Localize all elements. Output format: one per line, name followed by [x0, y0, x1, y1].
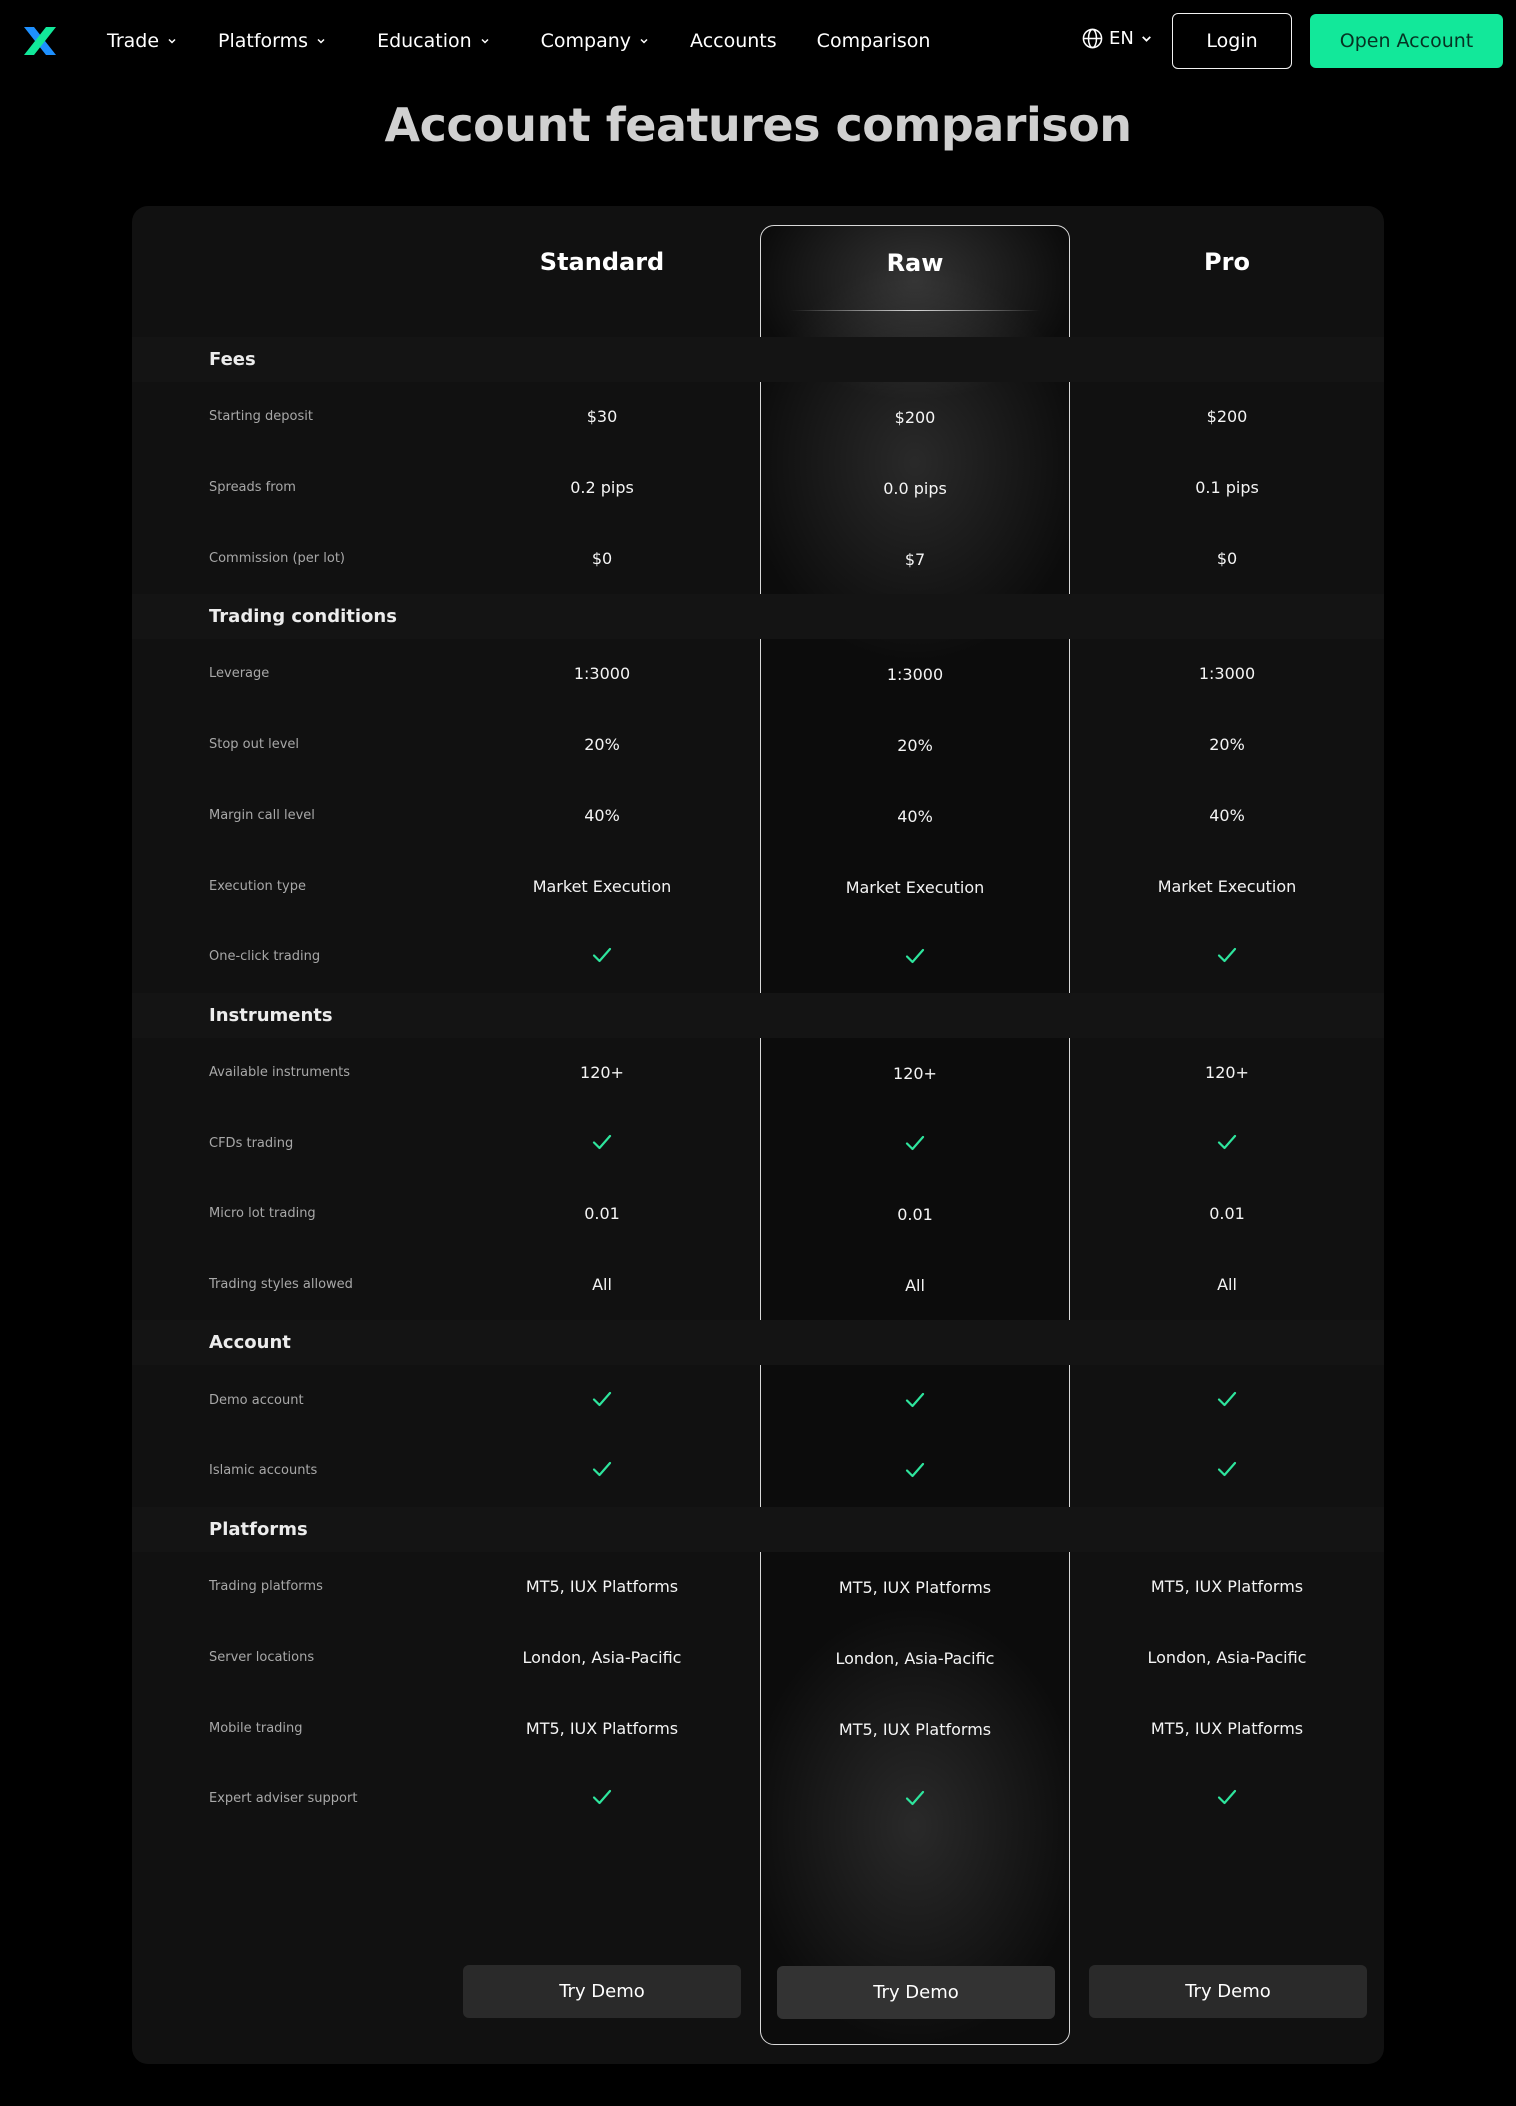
column-header-raw: Raw — [886, 249, 944, 277]
check-icon — [1217, 1134, 1237, 1150]
language-selector[interactable] — [1082, 28, 1159, 49]
check-icon — [1217, 1461, 1237, 1477]
cell-pro: MT5, IUX Platforms — [1150, 1577, 1304, 1597]
nav-item-platforms[interactable] — [218, 30, 327, 52]
cell-standard: 1:3000 — [573, 664, 631, 684]
row-label: Available instruments — [209, 1064, 351, 1080]
cell-raw — [760, 948, 1070, 968]
nav-item-education[interactable] — [377, 30, 491, 52]
cell-pro — [1072, 1391, 1382, 1411]
cell-raw: MT5, IUX Platforms — [838, 1719, 992, 1739]
chevron-down-icon — [479, 35, 491, 47]
cell-raw — [760, 1392, 1070, 1412]
chevron-down-icon — [166, 35, 178, 47]
nav-item-company[interactable] — [541, 30, 650, 52]
login-button[interactable]: Login — [1172, 13, 1292, 69]
check-icon — [592, 947, 612, 963]
cell-standard — [447, 1391, 757, 1411]
cell-pro: 0.1 pips — [1195, 478, 1259, 498]
cell-raw — [760, 1462, 1070, 1482]
cell-raw: Market Execution — [845, 877, 985, 897]
check-icon — [592, 1134, 612, 1150]
cell-raw: MT5, IUX Platforms — [838, 1578, 992, 1598]
cell-standard: Market Execution — [532, 876, 672, 896]
chevron-down-icon — [1140, 32, 1153, 45]
try-demo-button-standard[interactable]: Try Demo — [463, 1965, 741, 2018]
cell-pro: $200 — [1206, 407, 1248, 427]
row-label: Starting deposit — [209, 409, 313, 425]
check-icon — [905, 948, 925, 964]
cell-pro: All — [1217, 1275, 1237, 1295]
cell-raw: 120+ — [893, 1063, 937, 1083]
cell-pro — [1072, 947, 1382, 967]
nav-item-label: Company — [540, 30, 632, 52]
open-account-button[interactable]: Open Account — [1310, 14, 1503, 68]
row-label: Stop out level — [209, 737, 300, 753]
page-title: Account features comparison — [384, 98, 1132, 152]
cell-pro: 1:3000 — [1198, 664, 1256, 684]
cell-standard: $0 — [591, 548, 613, 568]
row-label: Expert adviser support — [209, 1791, 358, 1807]
check-icon — [905, 1790, 925, 1806]
cell-standard — [447, 1461, 757, 1481]
cell-standard: London, Asia-Pacific — [522, 1647, 682, 1667]
cell-standard: All — [592, 1275, 612, 1295]
cell-pro: 20% — [1209, 735, 1245, 755]
row-label: Server locations — [209, 1649, 315, 1665]
check-icon — [905, 1462, 925, 1478]
nav-item-label: Comparison — [816, 30, 931, 52]
check-icon — [905, 1135, 925, 1151]
cell-standard: 0.2 pips — [570, 478, 634, 498]
row-label: Execution type — [209, 878, 306, 894]
section-title: Instruments — [209, 1004, 333, 1026]
cell-standard: 120+ — [580, 1062, 624, 1082]
check-icon — [1217, 947, 1237, 963]
row-label: Commission (per lot) — [209, 550, 345, 566]
cell-pro: $0 — [1216, 548, 1238, 568]
cell-pro: MT5, IUX Platforms — [1150, 1718, 1304, 1738]
cell-pro — [1072, 1461, 1382, 1481]
row-label: Mobile trading — [209, 1720, 303, 1736]
cell-raw — [760, 1135, 1070, 1155]
cell-standard: $30 — [586, 407, 618, 427]
cell-raw: $7 — [904, 549, 926, 569]
cell-raw — [760, 1790, 1070, 1810]
cell-standard — [447, 947, 757, 967]
section-band — [132, 1507, 1384, 1552]
row-label: One-click trading — [209, 949, 321, 965]
row-label: Leverage — [209, 666, 270, 682]
row-label: Trading platforms — [209, 1579, 323, 1595]
cell-standard: MT5, IUX Platforms — [525, 1718, 679, 1738]
nav-item-label: Platforms — [218, 30, 309, 52]
check-icon — [905, 1392, 925, 1408]
check-icon — [592, 1461, 612, 1477]
nav-item-label: Education — [377, 30, 472, 52]
cell-pro: Market Execution — [1157, 876, 1297, 896]
row-label: Trading styles allowed — [209, 1277, 353, 1293]
row-label: Micro lot trading — [209, 1206, 316, 1222]
chevron-down-icon — [638, 35, 650, 47]
section-title: Platforms — [209, 1518, 308, 1540]
cell-raw: 0.01 — [897, 1205, 933, 1225]
nav-links — [107, 0, 970, 82]
cell-pro: 40% — [1209, 805, 1245, 825]
cell-raw: 1:3000 — [886, 665, 944, 685]
section-title: Trading conditions — [209, 606, 397, 628]
check-icon — [592, 1789, 612, 1805]
column-header-pro: Pro — [1204, 248, 1250, 276]
cell-raw: London, Asia-Pacific — [835, 1648, 995, 1668]
cell-standard: 40% — [584, 805, 620, 825]
column-header-standard: Standard — [539, 248, 665, 276]
logo-icon[interactable] — [22, 24, 58, 58]
cell-standard: MT5, IUX Platforms — [525, 1577, 679, 1597]
cell-standard — [447, 1789, 757, 1809]
row-label: Islamic accounts — [209, 1463, 318, 1479]
nav-item-trade[interactable] — [107, 30, 178, 52]
language-label: EN — [1109, 28, 1134, 49]
check-icon — [592, 1391, 612, 1407]
cell-pro: 120+ — [1205, 1062, 1249, 1082]
cell-raw: 0.0 pips — [883, 479, 947, 499]
cell-standard: 20% — [584, 735, 620, 755]
chevron-down-icon — [315, 35, 327, 47]
check-icon — [1217, 1391, 1237, 1407]
check-icon — [1217, 1789, 1237, 1805]
nav-item-label: Trade — [107, 30, 160, 52]
nav-item-comparison[interactable] — [817, 30, 931, 52]
cell-standard — [447, 1134, 757, 1154]
raw-header-divider — [790, 310, 1040, 311]
row-label: Demo account — [209, 1392, 304, 1408]
try-demo-button-raw[interactable]: Try Demo — [777, 1966, 1055, 2019]
cell-raw: $200 — [894, 408, 936, 428]
cell-standard: 0.01 — [584, 1204, 620, 1224]
row-label: Spreads from — [209, 480, 296, 496]
row-label: CFDs trading — [209, 1135, 294, 1151]
nav-item-label: Accounts — [690, 30, 777, 52]
nav-item-accounts[interactable] — [690, 30, 777, 52]
cell-raw: All — [905, 1276, 925, 1296]
cell-pro: 0.01 — [1209, 1204, 1245, 1224]
row-label: Margin call level — [209, 807, 315, 823]
section-band — [132, 337, 1384, 382]
cell-pro: London, Asia-Pacific — [1147, 1647, 1307, 1667]
section-band — [132, 1320, 1384, 1365]
cell-pro — [1072, 1134, 1382, 1154]
cell-raw: 20% — [897, 736, 933, 756]
section-title: Account — [209, 1332, 291, 1354]
section-title: Fees — [209, 349, 256, 370]
globe-icon — [1082, 28, 1103, 49]
cell-pro — [1072, 1789, 1382, 1809]
try-demo-button-pro[interactable]: Try Demo — [1089, 1965, 1367, 2018]
top-navigation — [0, 0, 1516, 82]
cell-raw: 40% — [897, 806, 933, 826]
